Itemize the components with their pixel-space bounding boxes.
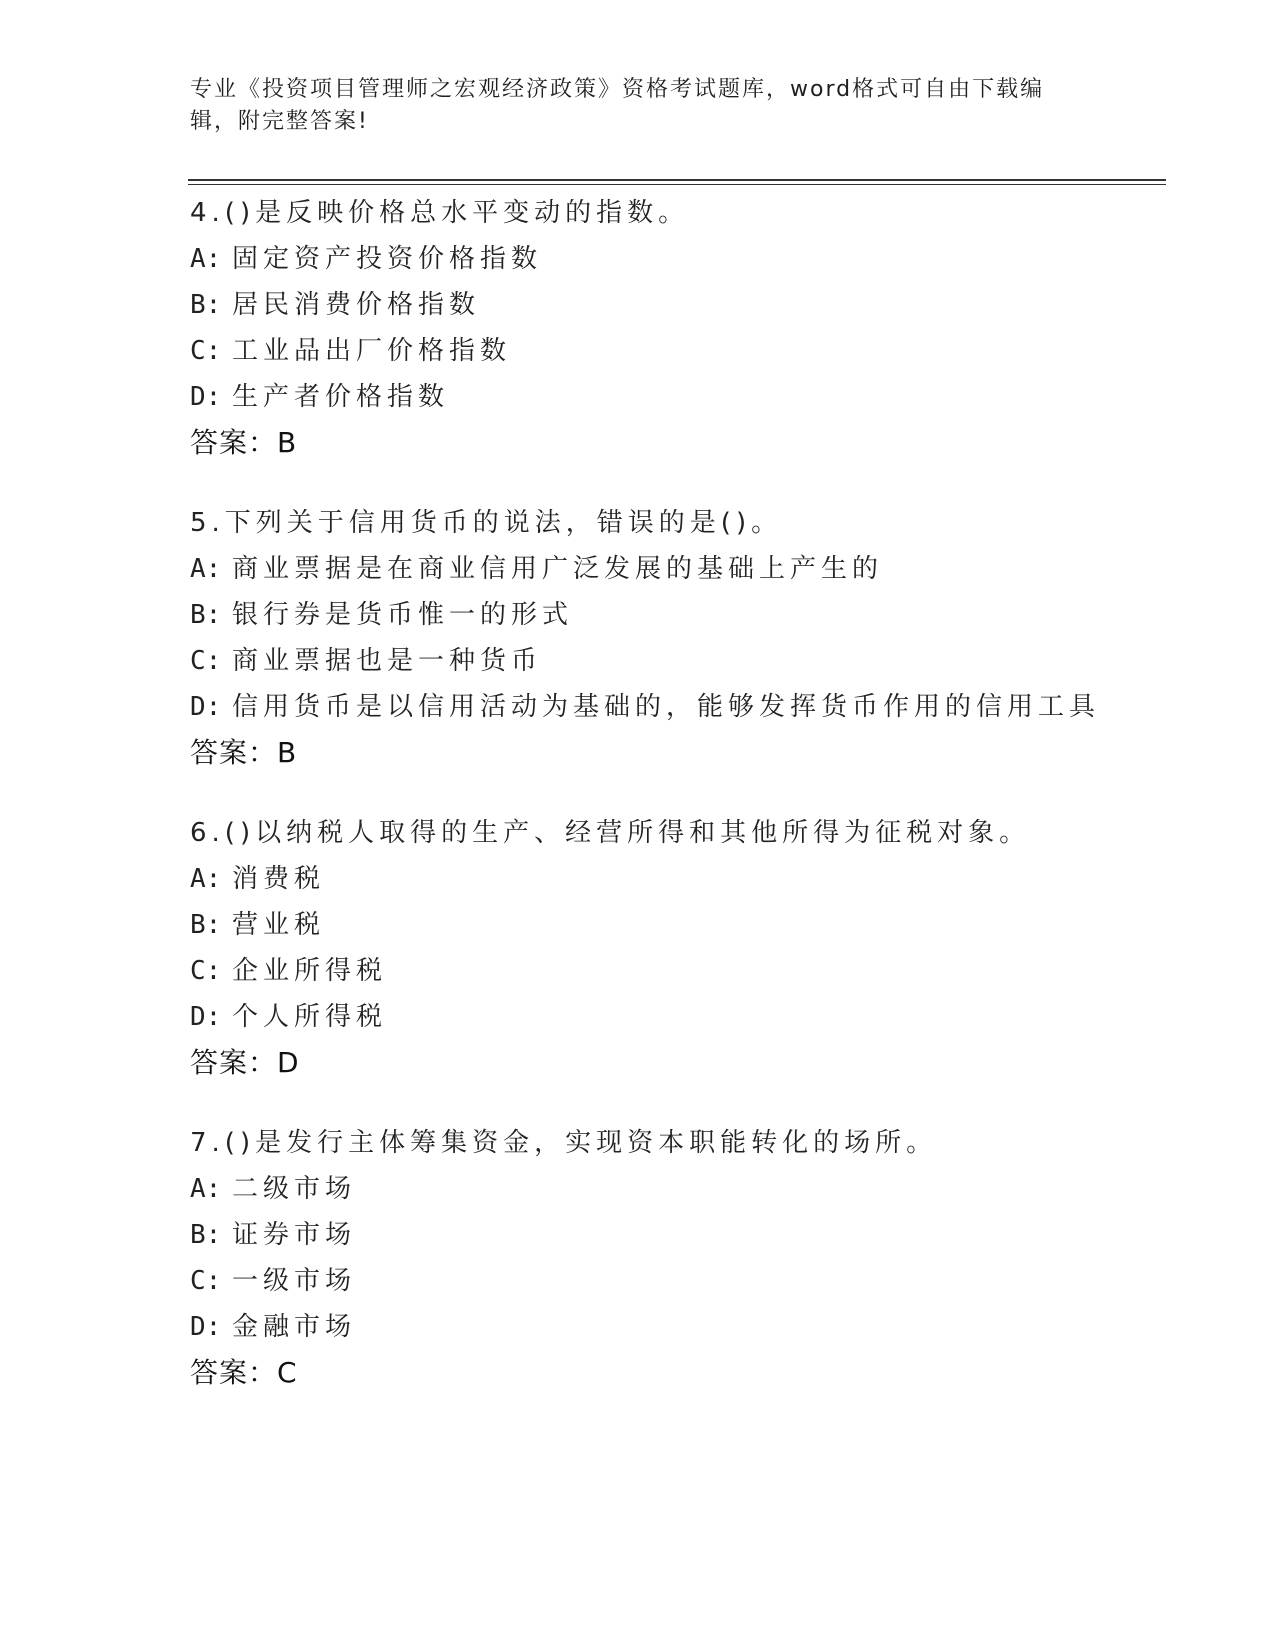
answer-line: 答案：B xyxy=(190,736,298,769)
option-text: 企业所得税 xyxy=(232,956,388,986)
option-d xyxy=(190,374,1190,420)
question-stem: 5.下列关于信用货币的说法，错误的是()。 xyxy=(190,508,783,538)
option-key: B: xyxy=(190,910,222,940)
option-text: 商业票据是在商业信用广泛发展的基础上产生的 xyxy=(232,554,884,584)
option-key: A: xyxy=(190,864,222,894)
question-5 xyxy=(190,500,1190,776)
answer-line: 答案：D xyxy=(190,1046,300,1079)
option-text: 居民消费价格指数 xyxy=(232,290,481,320)
option-key: B: xyxy=(190,600,222,630)
option-b xyxy=(190,902,1190,948)
option-text: 证券市场 xyxy=(232,1220,357,1250)
option-text: 工业品出厂价格指数 xyxy=(232,336,512,366)
option-b xyxy=(190,592,1190,638)
option-key: D: xyxy=(190,382,222,412)
answer-line: 答案：C xyxy=(190,1356,298,1389)
option-a xyxy=(190,236,1190,282)
option-text: 二级市场 xyxy=(232,1174,357,1204)
question-list xyxy=(190,190,1190,1430)
option-key: D: xyxy=(190,692,222,722)
document-header xyxy=(190,74,1090,138)
question-4 xyxy=(190,190,1190,466)
option-text: 商业票据也是一种货币 xyxy=(232,646,543,676)
question-stem: 6.()以纳税人取得的生产、经营所得和其他所得为征税对象。 xyxy=(190,818,1031,848)
question-stem: 7.()是发行主体筹集资金，实现资本职能转化的场所。 xyxy=(190,1128,938,1158)
option-text: 固定资产投资价格指数 xyxy=(232,244,543,274)
option-text: 信用货币是以信用活动为基础的，能够发挥货币作用的信用工具 xyxy=(232,692,1101,722)
option-key: B: xyxy=(190,290,222,320)
option-key: C: xyxy=(190,1266,222,1296)
option-c xyxy=(190,638,1190,684)
option-d xyxy=(190,994,1190,1040)
option-key: A: xyxy=(190,244,222,274)
option-key: C: xyxy=(190,336,222,366)
option-key: D: xyxy=(190,1002,222,1032)
option-text: 消费税 xyxy=(232,864,326,894)
option-text: 个人所得税 xyxy=(232,1002,388,1032)
question-6 xyxy=(190,810,1190,1086)
option-d xyxy=(190,1304,1190,1350)
header-line-2: 辑，附完整答案! xyxy=(190,109,369,134)
option-a xyxy=(190,546,1190,592)
option-text: 一级市场 xyxy=(232,1266,357,1296)
option-text: 生产者价格指数 xyxy=(232,382,450,412)
question-stem: 4.()是反映价格总水平变动的指数。 xyxy=(190,198,690,228)
header-divider-bottom xyxy=(188,184,1166,185)
option-a xyxy=(190,1166,1190,1212)
option-a xyxy=(190,856,1190,902)
option-text: 营业税 xyxy=(232,910,326,940)
option-key: D: xyxy=(190,1312,222,1342)
option-c xyxy=(190,948,1190,994)
answer-line: 答案：B xyxy=(190,426,298,459)
header-divider-top xyxy=(188,179,1166,181)
option-text: 银行券是货币惟一的形式 xyxy=(232,600,574,630)
option-key: B: xyxy=(190,1220,222,1250)
option-key: C: xyxy=(190,956,222,986)
option-c xyxy=(190,1258,1190,1304)
option-c xyxy=(190,328,1190,374)
option-text: 金融市场 xyxy=(232,1312,357,1342)
question-7 xyxy=(190,1120,1190,1396)
header-line-1: 专业《投资项目管理师之宏观经济政策》资格考试题库，word格式可自由下载编 xyxy=(190,77,1045,102)
option-d xyxy=(190,684,1190,730)
option-key: A: xyxy=(190,554,222,584)
option-key: A: xyxy=(190,1174,222,1204)
option-key: C: xyxy=(190,646,222,676)
option-b xyxy=(190,282,1190,328)
option-b xyxy=(190,1212,1190,1258)
